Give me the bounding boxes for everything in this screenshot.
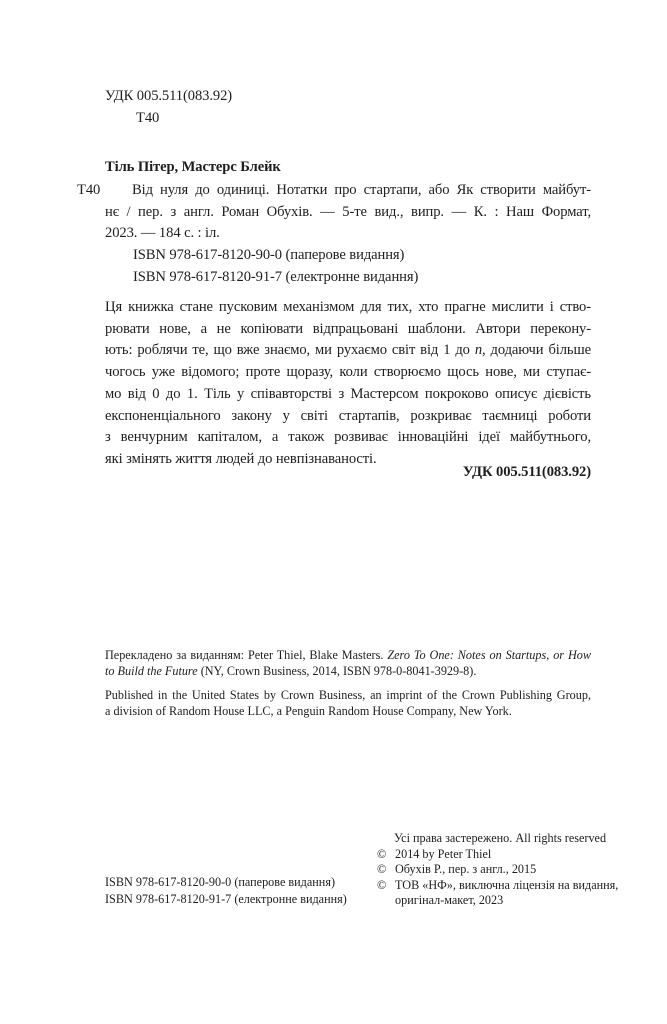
rights-reserved-line: Усі права застережено. All rights reserved bbox=[394, 831, 607, 845]
copyright-text: Обухів Р., пер. з англ., 2015 bbox=[395, 862, 537, 877]
annotation-paragraph: Ця книжка стане пусковим механізмом для тих, хто прагне мислити і ство- рювати нове, а не копіювати відпрацьовані шаблони. Автори перекону- ють: роблячи те, що вже знаємо, ми рухаємо світ від 1 до n, додаючи більше чогось уже відомого; проте щоразу, коли створюємо щось нове, ми ступає- мо від 0 до 1. Тіль у співавторстві з Мастерсом покроково описує дієвість експоненціального закону у світі стартапів, розкриває таємниці роботи з венчурним капіталом, а також розвиває інноваційні ідеї майбутнього, які змінять життя людей до невпізнаваності. bbox=[105, 299, 591, 467]
catalog-card bbox=[77, 180, 591, 289]
copyright-text: оригінал-макет, 2023 bbox=[395, 893, 504, 908]
catalog-isbn-list: ISBN 978-617-8120-90-0 (паперове видання) ISBN 978-617-8120-91-7 (електронне видання) bbox=[133, 247, 419, 285]
copyright-entries bbox=[377, 846, 619, 909]
copyright-text: 2014 by Peter Thiel bbox=[395, 846, 492, 861]
udc-code-top: УДК 005.511(083.92) bbox=[105, 88, 233, 104]
copyright-entry bbox=[377, 893, 607, 909]
translation-source-note: Перекладено за виданням: Peter Thiel, Blake Masters. Zero To One: Notes on Startups, or How to Build the Future (NY, Crown Business, 2014, ISBN 978-0-8041-3929-8). bbox=[105, 648, 591, 678]
copyright-entry bbox=[377, 847, 607, 863]
author-index-top: Т40 bbox=[136, 110, 160, 126]
publisher-note: Published in the United States by Crown Business, an imprint of the Crown Publishing Group, a division of Random House LLC, a Penguin Random House Company, New York. bbox=[105, 688, 591, 718]
catalog-index-label: Т40 bbox=[77, 182, 101, 198]
catalog-description: Від нуля до одиниці. Нотатки про стартапи, або Як створити майбут- нє / пер. з англ. Роман Обухів. — 5-те вид., випр. — К. : Наш Формат, 2023. — 184 с. : іл. bbox=[105, 182, 591, 242]
isbn-block: ISBN 978-617-8120-90-0 (паперове видання) ISBN 978-617-8120-91-7 (електронне видання) bbox=[105, 875, 347, 906]
rights-block bbox=[377, 831, 619, 909]
copyright-sign: © bbox=[377, 846, 387, 861]
copyright-sign bbox=[377, 893, 395, 909]
copyright-entry bbox=[377, 877, 619, 894]
copyright-sign: © bbox=[377, 862, 387, 877]
copyright-text: ТОВ «НФ», виключна ліцензія на видання, bbox=[395, 877, 619, 892]
copyright-sign: © bbox=[377, 877, 387, 892]
udc-code-bottom: УДК 005.511(083.92) bbox=[462, 464, 591, 480]
authors-heading: Тіль Пітер, Мастерс Блейк bbox=[105, 159, 281, 175]
copyright-entry bbox=[377, 862, 607, 878]
